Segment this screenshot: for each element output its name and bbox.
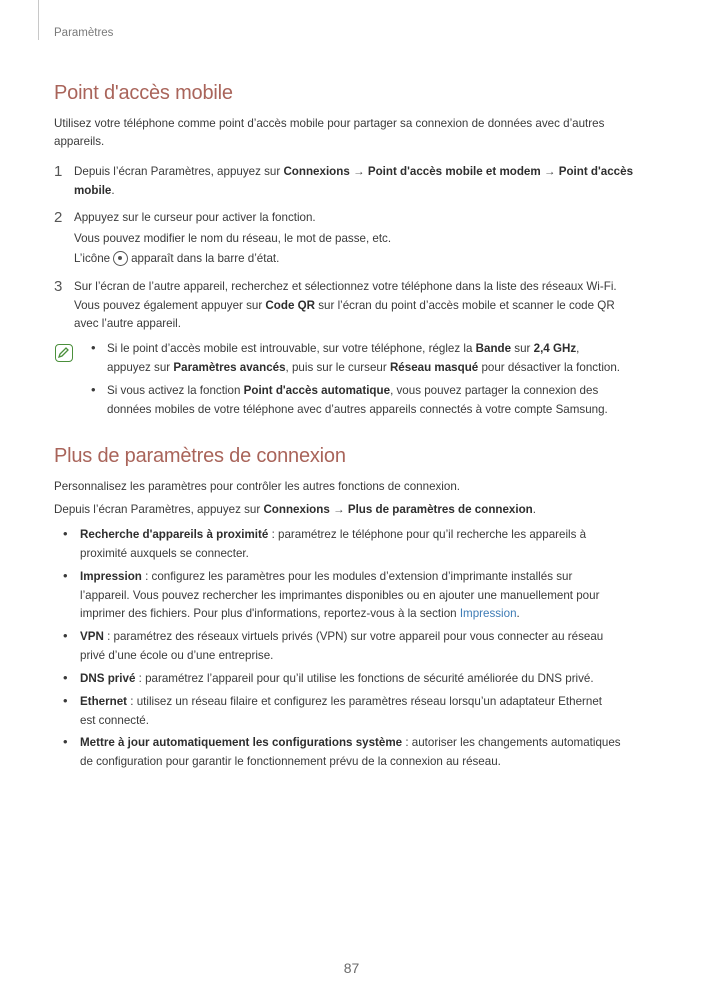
- note-item: Si vous activez la fonction Point d'accès automatique, vous pouvez partager la connexion des données mobiles de votre téléphone avec d’autres appareils connectés à votre compte Samsung.: [107, 384, 608, 416]
- list-item: Mettre à jour automatiquement les configurations système : autoriser les changements automatiques de configuration pour garantir le fonctionnement prévu de la connexion au réseau.: [80, 736, 621, 768]
- bullet-dot: •: [63, 693, 68, 708]
- header-section-label: Paramètres: [54, 27, 114, 39]
- section-title-more-settings: Plus de paramètres de connexion: [54, 445, 346, 467]
- bullet-dot: •: [63, 734, 68, 749]
- list-item: Ethernet : utilisez un réseau filaire et configurez les paramètres réseau lorsqu’un adaptateur Ethernet est connecté.: [80, 695, 602, 727]
- note-pencil-icon: [55, 344, 73, 362]
- section2-path: Depuis l’écran Paramètres, appuyez sur Connexions → Plus de paramètres de connexion.: [54, 503, 536, 516]
- step-3: Sur l’écran de l’autre appareil, recherchez et sélectionnez votre téléphone dans la liste des réseaux Wi-Fi. Vous pouvez également appuyer sur Code QR sur l’écran du point d’accès mobile et scanner le code QR avec l’autre appareil.: [74, 280, 617, 330]
- bullet-dot: •: [91, 382, 96, 397]
- intro-line: Utilisez votre téléphone comme point d’accès mobile pour partager sa connexion de données avec d’autres: [54, 117, 605, 130]
- bullet-dot: •: [63, 526, 68, 541]
- list-item: DNS privé : paramétrez l’appareil pour qu’il utilise les fonctions de sécurité améliorée du DNS privé.: [80, 672, 594, 685]
- bullet-dot: •: [91, 340, 96, 355]
- step-number: 2: [54, 209, 63, 226]
- step-1: Depuis l’écran Paramètres, appuyez sur Connexions → Point d'accès mobile et modem → Point d'accès mobile.: [74, 165, 634, 197]
- impression-link[interactable]: Impression: [459, 607, 517, 620]
- list-item: Recherche d'appareils à proximité : paramétrez le téléphone pour qu’il recherche les appareils à proximité auxquels se connecter.: [80, 528, 587, 560]
- section2-intro: Personnalisez les paramètres pour contrôler les autres fonctions de connexion.: [54, 480, 461, 493]
- step-number: 3: [54, 278, 63, 295]
- list-item: VPN : paramétrez des réseaux virtuels privés (VPN) sur votre appareil pour vous connecter au réseau privé d’une école ou d’une entreprise.: [80, 630, 604, 662]
- header-rule: [38, 0, 39, 40]
- bullet-dot: •: [63, 628, 68, 643]
- intro-line: appareils.: [54, 135, 105, 148]
- hotspot-icon: [113, 251, 128, 266]
- section-title-hotspot: Point d'accès mobile: [54, 82, 233, 104]
- note-item: Si le point d’accès mobile est introuvable, sur votre téléphone, réglez la Bande sur 2,4 GHz, appuyez sur Paramètres avancés, puis sur le curseur Réseau masqué pour désactiver la fonction.: [107, 342, 621, 374]
- bullet-dot: •: [63, 670, 68, 685]
- step-2: Appuyez sur le curseur pour activer la fonction. Vous pouvez modifier le nom du réseau, le mot de passe, etc. L’icône apparaît dans la barre d’état.: [74, 211, 392, 265]
- page-number: 87: [343, 960, 360, 976]
- bullet-dot: •: [63, 568, 68, 583]
- step-number: 1: [54, 163, 63, 180]
- list-item: Impression : configurez les paramètres pour les modules d’extension d’imprimante installés sur l’appareil. Vous pouvez rechercher les imprimantes disponibles ou en ajouter une manuellement pour imprimer des fichiers. Pour plus d'informations, reportez-vous à la section Impression.: [80, 570, 600, 620]
